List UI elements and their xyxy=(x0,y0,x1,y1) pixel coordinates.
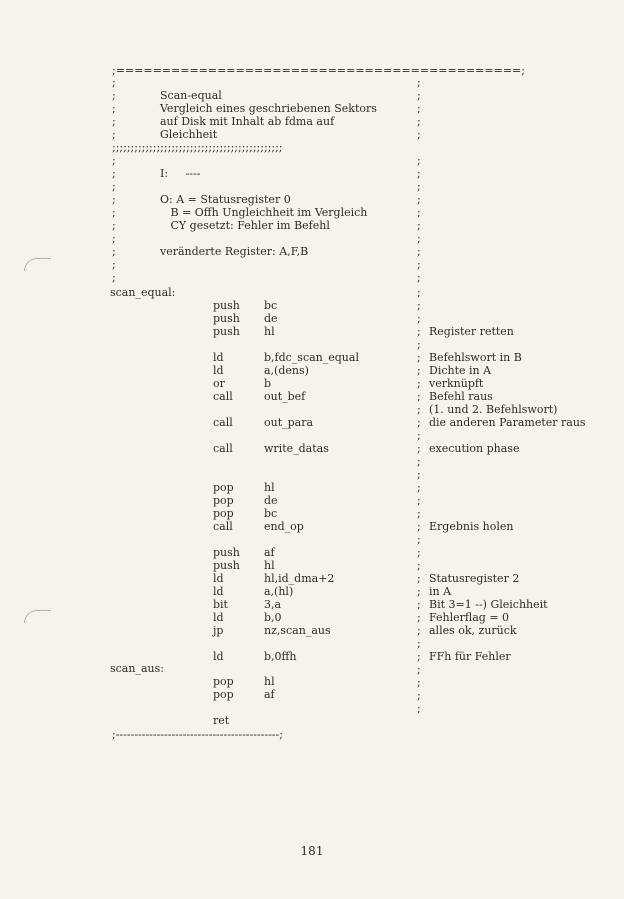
semicolon: ; xyxy=(417,299,421,312)
semicolon: ; xyxy=(417,403,421,416)
input-label: I: ---- xyxy=(160,167,201,180)
code-operand: b,0 xyxy=(264,611,282,624)
code-comment: verknüpft xyxy=(429,377,484,390)
code-comment: Register retten xyxy=(429,325,514,338)
semicolon: ; xyxy=(112,193,116,206)
semicolon: ; xyxy=(112,154,116,167)
output-line: CY gesetzt: Fehler im Befehl xyxy=(160,219,330,232)
semicolon: ; xyxy=(417,702,421,715)
semicolon: ; xyxy=(417,442,421,455)
code-opcode: ret xyxy=(213,714,230,727)
semicolon: ; xyxy=(417,128,421,141)
semicolon: ; xyxy=(417,115,421,128)
code-opcode: pop xyxy=(213,481,234,494)
comment-line: Vergleich eines geschriebenen Sektors xyxy=(160,102,377,115)
code-opcode: ld xyxy=(213,364,224,377)
semicolon: ; xyxy=(417,193,421,206)
semicolon: ; xyxy=(417,455,421,468)
semicolon: ; xyxy=(417,637,421,650)
code-operand: nz,scan_aus xyxy=(264,624,331,637)
code-opcode: ld xyxy=(213,650,224,663)
semicolon: ; xyxy=(417,364,421,377)
output-line: O: A = Statusregister 0 xyxy=(160,193,291,206)
label-scan-equal: scan_equal: xyxy=(110,286,176,299)
changed-registers: veränderte Register: A,F,B xyxy=(160,245,309,258)
semicolon: ; xyxy=(112,271,116,284)
code-comment: Befehlswort in B xyxy=(429,351,522,364)
semicolon: ; xyxy=(417,89,421,102)
semicolon: ; xyxy=(112,76,116,89)
code-comment: Statusregister 2 xyxy=(429,572,520,585)
comment-line: auf Disk mit Inhalt ab fdma auf xyxy=(160,115,335,128)
semicolon: ; xyxy=(417,102,421,115)
semicolon: ; xyxy=(417,611,421,624)
semicolon: ; xyxy=(417,76,421,89)
code-opcode: or xyxy=(213,377,225,390)
code-opcode: ld xyxy=(213,351,224,364)
code-opcode: call xyxy=(213,520,233,533)
code-comment: Dichte in A xyxy=(429,364,492,377)
semicolon: ; xyxy=(112,102,116,115)
code-opcode: call xyxy=(213,442,233,455)
code-comment: Bit 3=1 --) Gleichheit xyxy=(429,598,548,611)
code-operand: out_bef xyxy=(264,390,306,403)
code-comment: in A xyxy=(429,585,452,598)
semicolon: ; xyxy=(112,128,116,141)
semicolon: ; xyxy=(112,232,116,245)
label-scan-aus: scan_aus: xyxy=(110,662,164,675)
semicolon: ; xyxy=(417,219,421,232)
semicolon: ; xyxy=(417,507,421,520)
semicolon: ; xyxy=(417,689,421,702)
semicolon: ; xyxy=(112,258,116,271)
code-operand: a,(dens) xyxy=(264,364,309,377)
code-comment: Befehl raus xyxy=(429,390,493,403)
code-operand: af xyxy=(264,688,275,701)
semicolon: ; xyxy=(112,219,116,232)
code-opcode: push xyxy=(213,299,240,312)
code-comment: FFh für Fehler xyxy=(429,650,511,663)
code-operand: out_para xyxy=(264,416,314,429)
semicolon: ; xyxy=(417,494,421,507)
semicolon: ; xyxy=(417,258,421,271)
code-opcode: pop xyxy=(213,507,234,520)
semicolon: ; xyxy=(417,468,421,481)
code-comment: alles ok, zurück xyxy=(429,624,517,637)
semicolon: ; xyxy=(417,624,421,637)
semicolon: ; xyxy=(417,572,421,585)
code-opcode: call xyxy=(213,416,233,429)
code-operand: bc xyxy=(264,507,278,520)
code-operand: hl,id_dma+2 xyxy=(264,572,335,585)
code-operand: hl xyxy=(264,325,275,338)
comment-line: Gleichheit xyxy=(160,128,218,141)
code-operand: af xyxy=(264,546,275,559)
code-opcode: pop xyxy=(213,675,234,688)
code-comment: (1. und 2. Befehlswort) xyxy=(429,403,558,416)
top-rule: ;============================================; xyxy=(112,64,525,77)
code-operand: de xyxy=(264,312,278,325)
semicolon: ; xyxy=(417,676,421,689)
page-number: 181 xyxy=(300,844,324,858)
semicolon: ; xyxy=(417,154,421,167)
code-opcode: pop xyxy=(213,494,234,507)
semicolon: ; xyxy=(112,167,116,180)
code-opcode: call xyxy=(213,390,233,403)
semicolon: ; xyxy=(417,312,421,325)
code-operand: 3,a xyxy=(264,598,282,611)
code-comment: execution phase xyxy=(429,442,520,455)
semicolon: ; xyxy=(417,520,421,533)
semicolon: ; xyxy=(417,351,421,364)
output-line: B = Offh Ungleichheit im Vergleich xyxy=(160,206,368,219)
code-operand: de xyxy=(264,494,278,507)
code-comment: Fehlerflag = 0 xyxy=(429,611,510,624)
semicolon: ; xyxy=(417,481,421,494)
code-opcode: push xyxy=(213,325,240,338)
semicolon: ; xyxy=(417,559,421,572)
code-operand: hl xyxy=(264,559,275,572)
code-opcode: ld xyxy=(213,572,224,585)
code-opcode: jp xyxy=(213,624,224,637)
semicolon: ; xyxy=(112,206,116,219)
semicolon: ; xyxy=(417,546,421,559)
semicolon: ; xyxy=(417,245,421,258)
punch-hole-mark xyxy=(24,610,51,623)
code-opcode: pop xyxy=(213,688,234,701)
semicolon: ; xyxy=(417,416,421,429)
code-operand: hl xyxy=(264,675,275,688)
semicolon: ; xyxy=(417,167,421,180)
code-opcode: push xyxy=(213,559,240,572)
code-operand: write_datas xyxy=(264,442,329,455)
semicolon: ; xyxy=(417,533,421,546)
semicolon: ; xyxy=(112,245,116,258)
semicolon: ; xyxy=(112,180,116,193)
code-comment: Ergebnis holen xyxy=(429,520,514,533)
semicolon: ; xyxy=(112,115,116,128)
semicolon: ; xyxy=(417,377,421,390)
semicolon: ; xyxy=(112,89,116,102)
semicolon: ; xyxy=(417,650,421,663)
code-comment: die anderen Parameter raus xyxy=(429,416,586,429)
semicolon: ; xyxy=(417,206,421,219)
code-operand: hl xyxy=(264,481,275,494)
punch-hole-mark xyxy=(24,258,51,271)
code-operand: b,fdc_scan_equal xyxy=(264,351,359,364)
semicolon: ; xyxy=(417,271,421,284)
code-opcode: push xyxy=(213,546,240,559)
semicolon: ; xyxy=(417,390,421,403)
code-operand: b xyxy=(264,377,272,390)
semicolon: ; xyxy=(417,585,421,598)
semicolon: ; xyxy=(417,338,421,351)
code-opcode: push xyxy=(213,312,240,325)
bottom-rule: ;--------------------------------------------; xyxy=(112,728,283,741)
semicolon: ; xyxy=(417,429,421,442)
semicolon: ; xyxy=(417,286,421,299)
semicolon-rule: ;;;;;;;;;;;;;;;;;;;;;;;;;;;;;;;;;;;;;;;;;;;;;; xyxy=(112,141,283,154)
semicolon: ; xyxy=(417,232,421,245)
code-opcode: ld xyxy=(213,585,224,598)
semicolon: ; xyxy=(417,180,421,193)
comment-line: Scan-equal xyxy=(160,89,222,102)
code-operand: a,(hl) xyxy=(264,585,294,598)
semicolon: ; xyxy=(417,325,421,338)
code-operand: bc xyxy=(264,299,278,312)
semicolon: ; xyxy=(417,598,421,611)
semicolon: ; xyxy=(417,663,421,676)
code-opcode: bit xyxy=(213,598,228,611)
code-opcode: ld xyxy=(213,611,224,624)
code-operand: b,0ffh xyxy=(264,650,297,663)
code-operand: end_op xyxy=(264,520,304,533)
